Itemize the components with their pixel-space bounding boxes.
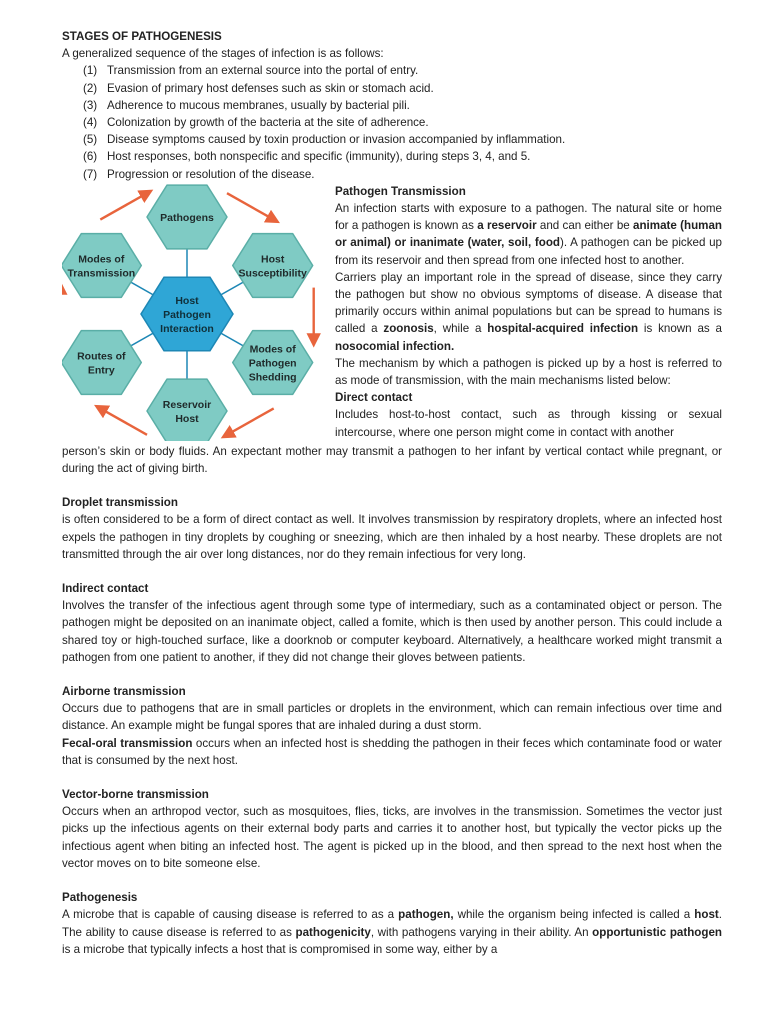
diagram-label: Pathogen (248, 357, 297, 370)
diagram-and-transmission-row (62, 183, 722, 443)
diagram-label: Host (261, 253, 285, 266)
hexagon-shape (233, 233, 313, 297)
paragraph: person’s skin or body fluids. An expectant mother may transmit a pathogen to her infant by vertical contact while pregnant, or during the act of giving birth. (62, 444, 722, 476)
hex-node-modes-of-transmission (62, 233, 141, 297)
diagram-label: Entry (87, 364, 115, 377)
document-page (62, 28, 722, 958)
indirect-section (62, 580, 722, 666)
diagram-label: Susceptibility (238, 267, 307, 280)
term-reservoir: a reservoir (477, 219, 537, 233)
hex-node-host-susceptibility (233, 233, 313, 297)
list-item: (1) Transmission from an external source into the portal of entry. (83, 64, 419, 78)
paragraph: Carriers play an important role in the spread of disease, since they carry the pathogen but show no obvious symptoms of disease. A disease that primarily occurs within animal populations but can be spread to humans is called a zoonosis, while a hospital-acquired infection is known as a nosocomial infection. (335, 270, 722, 353)
diagram-label: Modes of (249, 343, 296, 356)
term-zoonosis: zoonosis (383, 322, 434, 336)
diagram-label: Host (175, 294, 199, 307)
hex-node-center (141, 277, 233, 350)
list-item: (4) Colonization by growth of the bacteria at the site of adherence. (83, 116, 429, 130)
hex-node-pathogens (147, 185, 227, 249)
term-host: host (694, 908, 719, 922)
cycle-arrow-icon (227, 408, 274, 434)
pathogenesis-section (62, 889, 722, 958)
intro-text: A generalized sequence of the stages of infection is as follows: (62, 47, 384, 61)
droplet-section (62, 494, 722, 563)
term-hospital-acquired: hospital-acquired infection (487, 322, 639, 336)
page-heading: STAGES OF PATHOGENESIS (62, 30, 222, 43)
diagram-label: Shedding (248, 371, 297, 384)
subsection-heading: Direct contact (335, 391, 413, 405)
cycle-arrow-icon (227, 193, 274, 219)
section-heading: Airborne transmission (62, 685, 186, 699)
paragraph: Includes host-to-host contact, such as through kissing or sexual intercourse, where one person might come in contact with another (335, 408, 722, 439)
diagram-label: Host (175, 412, 199, 425)
hexagon-shape (62, 330, 141, 394)
transmission-column (335, 183, 722, 441)
cycle-arrow-icon (100, 193, 147, 219)
list-item: (7) Progression or resolution of the disease. (83, 167, 315, 181)
diagram-label: Modes of (78, 253, 125, 266)
term-pathogen: pathogen, (398, 908, 454, 922)
term-fecal-oral: Fecal-oral transmission (62, 736, 193, 750)
diagram-label: Pathogens (160, 211, 214, 224)
section-heading: Vector-borne transmission (62, 788, 209, 802)
host-pathogen-diagram (62, 183, 324, 441)
paragraph: An infection starts with exposure to a pathogen. The natural site or home for a pathogen is known as a reservoir and can either be animate (human or animal) or inanimate (water, soil, food). A pathogen can be picked up from its reservoir and then spread from one infected host to another. (335, 202, 722, 267)
section-heading: Pathogenesis (62, 891, 138, 905)
paragraph: The mechanism by which a pathogen is picked up by a host is referred to as mode of transmission, with the main mechanisms listed below: (335, 356, 722, 388)
paragraph: Involves the transfer of the infectious agent through some type of intermediary, such as a contaminated object or person. The pathogen might be deposited on an inanimate object, called a fomite, which is then used by another person. This could include a shared toy or high-touched surface, like a doorknob or computer keyboard. Alternatively, a healthcare worked might transmit a pathogen from one patient to another, if they did not change their gloves between patients. (62, 599, 722, 664)
airborne-section (62, 683, 722, 769)
cycle-arrow-icon (100, 408, 147, 434)
diagram-label: Pathogen (163, 308, 211, 321)
diagram-label: Interaction (160, 322, 214, 335)
stages-list (62, 62, 722, 182)
paragraph: Occurs when an arthropod vector, such as mosquitoes, flies, ticks, are involves in the transmission. Sometimes the vector just picks up the infectious agents on their external body parts and carries it to another host, but typically the vector picks up the infectious agent when biting an infected host. The agent is picked up in the blood, and then spread to the next host when the vector moves on to bite someone else. (62, 805, 722, 870)
term-nosocomial: nosocomial infection. (335, 339, 455, 353)
diagram-label: Routes of (77, 350, 126, 363)
paragraph: is often considered to be a form of direct contact as well. It involves transmission by respiratory droplets, where an infected host expels the pathogen in tiny droplets by coughing or sneezing, which are then inhaled by a host nearby. These droplets are not transmitted through the air over long distances, nor do they remain infectious for very long. (62, 513, 722, 561)
paragraph: Occurs due to pathogens that are in small particles or droplets in the environment, which can remain infectious over time and distance. An example might be fungal spores that are inhaled during a dust storm. (62, 702, 722, 733)
term-animate-inanimate: animate (human or animal) or inanimate (water, soil, food (335, 219, 722, 250)
vector-section (62, 786, 722, 872)
list-item: (6) Host responses, both nonspecific and specific (immunity), during steps 3, 4, and 5. (83, 150, 531, 164)
section-heading: Droplet transmission (62, 496, 178, 510)
list-item: (3) Adherence to mucous membranes, usually by bacterial pili. (83, 98, 410, 112)
list-item: (5) Disease symptoms caused by toxin production or invasion accompanied by inflammation. (83, 133, 566, 147)
diagram-label: Reservoir (162, 398, 212, 411)
paragraph: A microbe that is capable of causing disease is referred to as a pathogen, while the organism being infected is called a host. The ability to cause disease is referred to as pathogenicity, with pathogens varying in their ability. An opportunistic pathogen is a microbe that typically infects a host that is compromised in some way, either by a (62, 908, 722, 956)
hex-node-modes-of-pathogen-shedding (233, 330, 313, 394)
term-opportunistic-pathogen: opportunistic pathogen (592, 925, 722, 939)
diagram-label: Transmission (67, 267, 136, 280)
hex-node-routes-of-entry (62, 330, 141, 394)
paragraph: Fecal-oral transmission occurs when an infected host is shedding the pathogen in their feces which contaminate food or water that is consumed by the next host. (62, 736, 723, 767)
term-pathogenicity: pathogenicity (295, 925, 371, 939)
section-heading: Pathogen Transmission (335, 184, 466, 198)
hex-node-reservoir-host (147, 379, 227, 441)
hexagon-shape (62, 233, 141, 297)
list-item: (2) Evasion of primary host defenses such as skin or stomach acid. (83, 81, 434, 95)
section-heading: Indirect contact (62, 582, 149, 596)
